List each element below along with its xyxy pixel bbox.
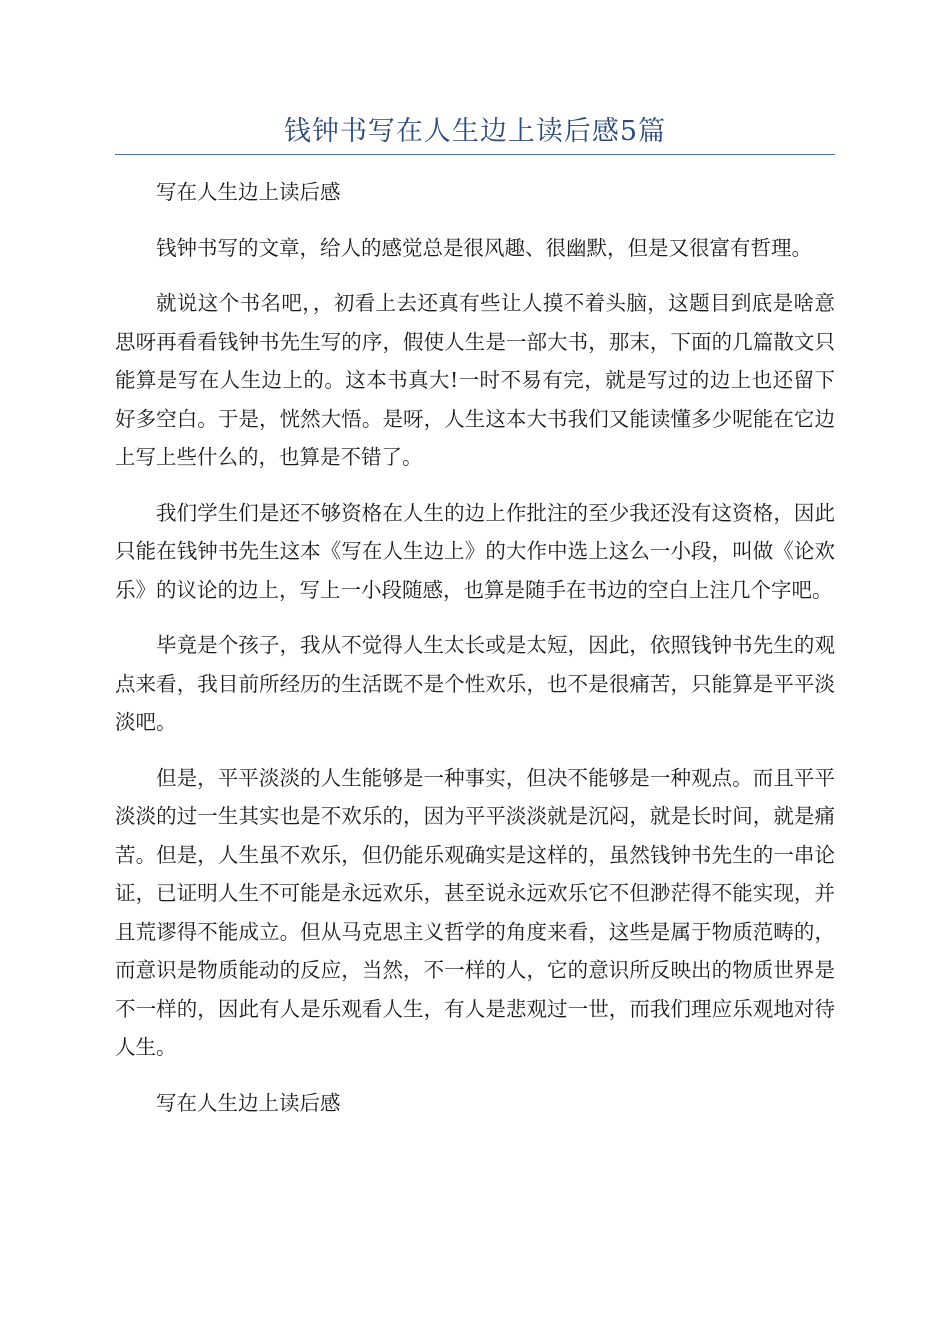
section-heading: 写在人生边上读后感	[156, 180, 341, 204]
paragraph: 毕竟是个孩子，我从不觉得人生太长或是太短，因此，依照钱钟书先生的观点来看，我目前所经历的生活既不是个性欢乐，也不是很痛苦，只能算是平平淡淡吧。	[115, 633, 835, 734]
paragraph: 就说这个书名吧，，初看上去还真有些让人摸不着头脑，这题目到底是啥意思呀再看看钱钟书先生写的序，假使人生是一部大书，那末，下面的几篇散文只能算是写在人生边上的。这本书真大!一时不易有完，就是写过的边上也还留下好多空白。于是，恍然大悟。是呀，人生这本大书我们又能读懂多少呢能在它边上写上些什么的，也算是不错了。	[115, 291, 835, 469]
page-title: 钱钟书写在人生边上读后感5篇	[283, 116, 667, 147]
section-heading: 写在人生边上读后感	[156, 1090, 341, 1115]
paragraph: 但是，平平淡淡的人生能够是一种事实，但决不能够是一种观点。而且平平淡淡的过一生其实也是不欢乐的，因为平平淡淡就是沉闷，就是长时间，就是痛苦。但是，人生虽不欢乐，但仍能乐观确实是这样的，虽然钱钟书先生的一串论证，已证明人生不可能是永远欢乐，甚至说永远欢乐它不但渺茫得不能实现，并且荒谬得不能成立。但从马克思主义哲学的角度来看，这些是属于物质范畴的，而意识是物质能动的反应，当然，不一样的人，它的意识所反映出的物质世界是不一样的，因此有人是乐观看人生，有人是悲观过一世，而我们理应乐观地对待人生。	[115, 765, 835, 1059]
paragraph: 我们学生们是还不够资格在人生的边上作批注的至少我还没有这资格，因此只能在钱钟书先生这本《写在人生边上》的大作中选上这么一小段，叫做《论欢乐》的议论的边上，写上一小段随感，也算是随手在书边的空白上注几个字吧。	[115, 500, 835, 602]
paragraph: 钱钟书写的文章，给人的感觉总是很风趣、很幽默，但是又很富有哲理。	[156, 235, 812, 260]
document-body	[115, 173, 835, 1139]
title-underline	[115, 154, 835, 155]
